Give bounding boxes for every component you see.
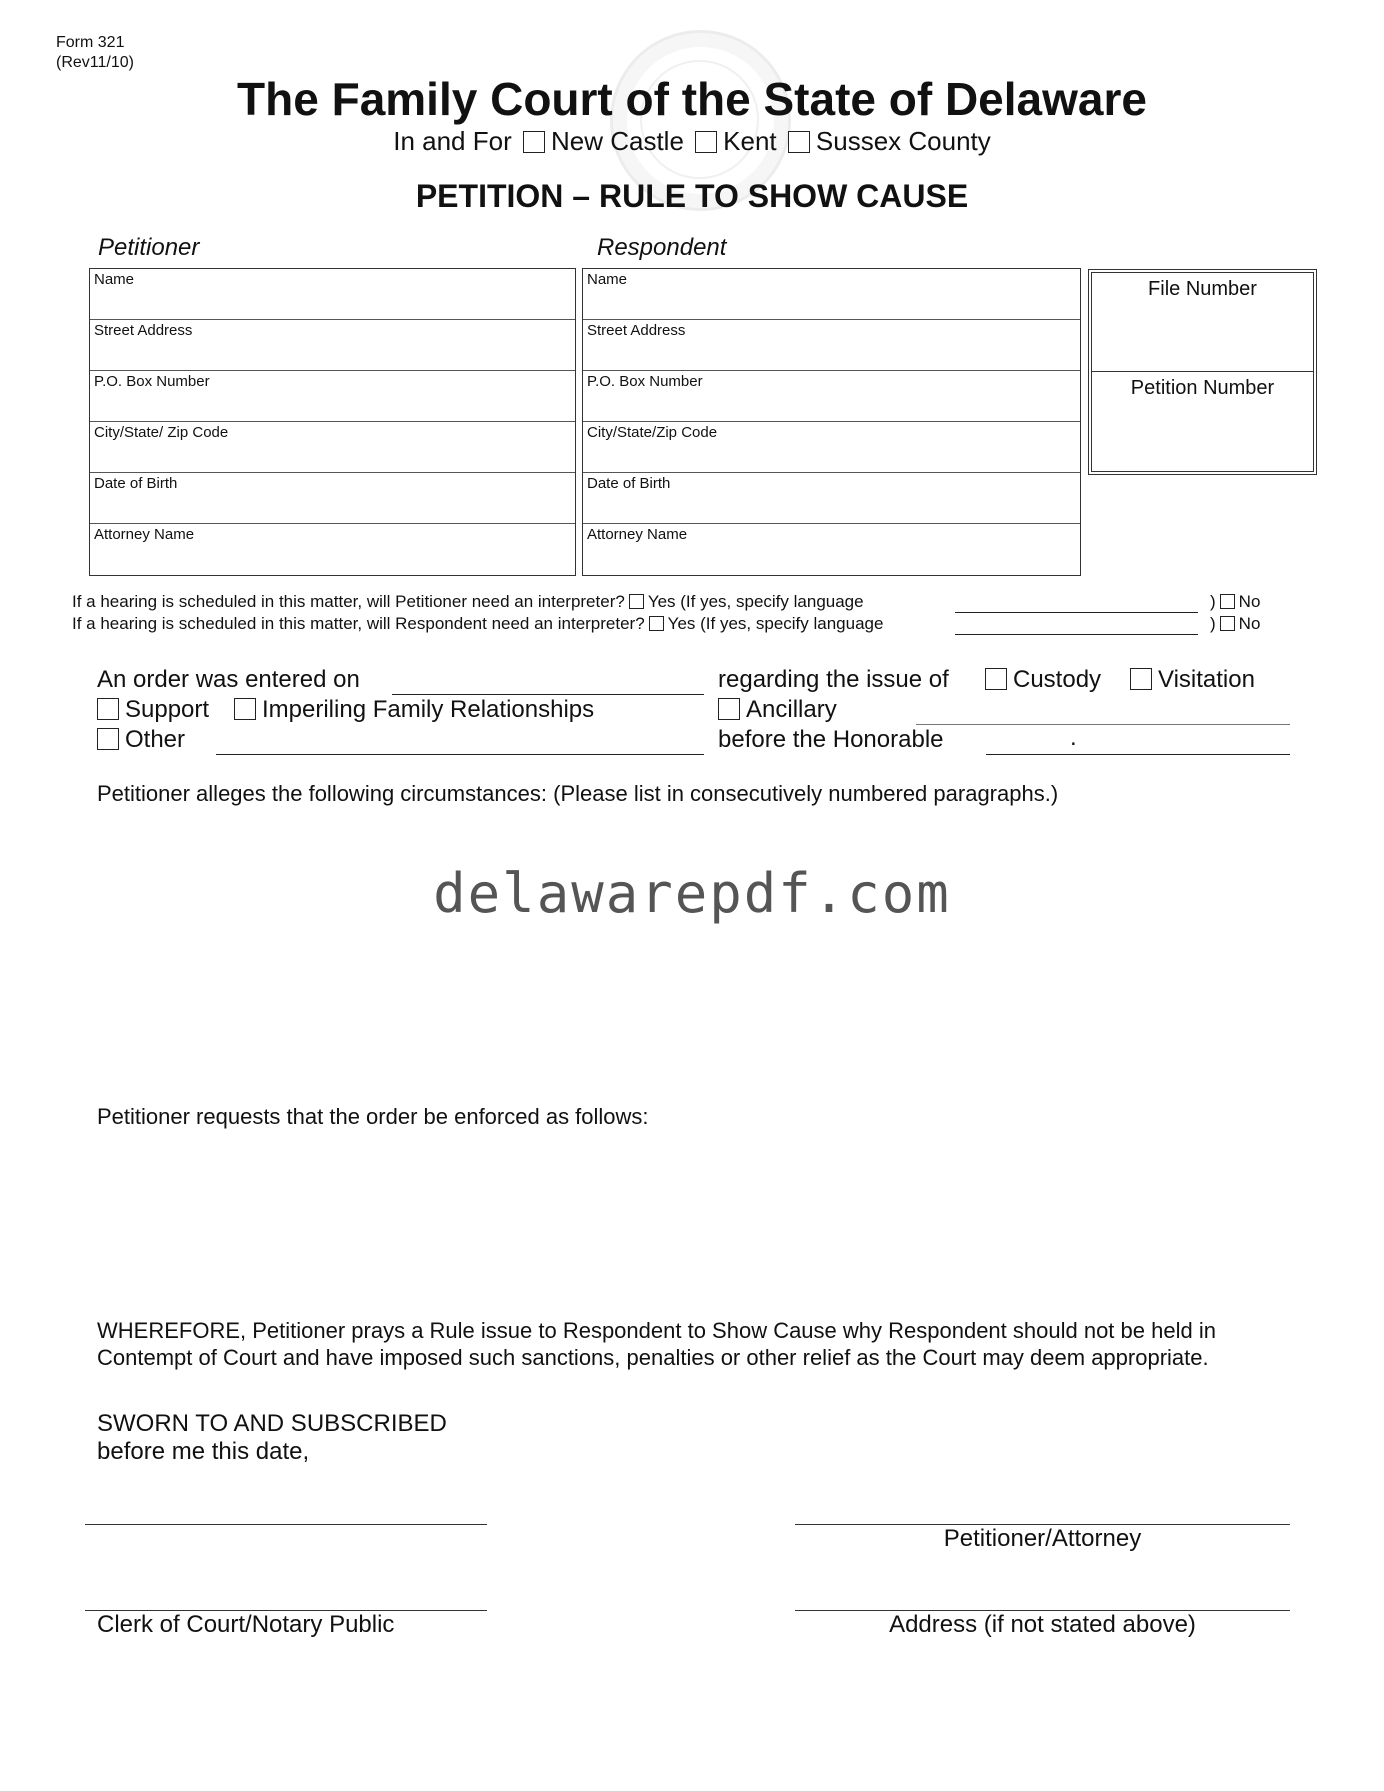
petitioner-attorney-label: Petitioner/Attorney xyxy=(943,1525,1142,1552)
petitioner-street-address-field[interactable] xyxy=(90,320,575,371)
field-label: Name xyxy=(94,271,135,288)
yes-label: Yes (If yes, specify language xyxy=(647,592,864,611)
support-label: Support xyxy=(125,696,210,723)
field-label: City/State/ Zip Code xyxy=(94,424,229,441)
petitioner-attorney-name-field[interactable] xyxy=(90,524,575,575)
court-title: The Family Court of the State of Delaware xyxy=(237,73,1147,125)
county-new-castle-label: New Castle xyxy=(550,126,684,156)
in-and-for-label: In and For xyxy=(393,126,512,156)
respondent-info-table xyxy=(582,268,1081,576)
order-date-input[interactable] xyxy=(392,666,704,695)
judge-name-input[interactable] xyxy=(986,726,1290,755)
case-number-box xyxy=(1088,269,1317,475)
county-kent-checkbox[interactable] xyxy=(695,131,717,153)
respondent-interpreter-question xyxy=(72,614,883,634)
order-entered-label: An order was entered on xyxy=(97,666,360,693)
allegations-instructions: Petitioner alleges the following circumstances: (Please list in consecutively numbered paragraphs.) xyxy=(97,781,1059,806)
imperiling-option xyxy=(230,696,594,724)
field-label: Name xyxy=(587,271,628,288)
respondent-city-state-zip-field[interactable] xyxy=(583,422,1080,473)
notary-date-signature-line[interactable] xyxy=(85,1500,487,1525)
ancillary-detail-input[interactable] xyxy=(916,700,1290,725)
address-label: Address (if not stated above) xyxy=(889,1611,1196,1638)
respondent-language-input[interactable] xyxy=(955,612,1198,635)
field-label: Attorney Name xyxy=(587,526,688,543)
question-text: If a hearing is scheduled in this matter, will Respondent need an interpreter? xyxy=(72,614,645,633)
form-revision: (Rev11/10) xyxy=(56,54,134,71)
respondent-interpreter-yes-checkbox[interactable] xyxy=(649,616,664,631)
custody-label: Custody xyxy=(1013,666,1102,693)
field-label: Date of Birth xyxy=(587,475,671,492)
petitioner-heading: Petitioner xyxy=(98,234,200,261)
field-label: Date of Birth xyxy=(94,475,178,492)
county-sussex-checkbox[interactable] xyxy=(788,131,810,153)
sworn-line-2: before me this date, xyxy=(97,1438,310,1465)
question-text: If a hearing is scheduled in this matter, will Petitioner need an interpreter? xyxy=(72,592,625,611)
visitation-label: Visitation xyxy=(1158,666,1255,693)
respondent-po-box-field[interactable] xyxy=(583,371,1080,422)
petitioner-city-state-zip-field[interactable] xyxy=(90,422,575,473)
respondent-name-field[interactable] xyxy=(583,269,1080,320)
form-identifier xyxy=(56,33,134,73)
support-checkbox[interactable] xyxy=(97,698,119,720)
imperiling-label: Imperiling Family Relationships xyxy=(262,696,595,723)
yes-label: Yes (If yes, specify language xyxy=(667,614,884,633)
petition-number-label: Petition Number xyxy=(1130,377,1275,399)
judge-line-period: . xyxy=(1070,724,1077,751)
county-new-castle-checkbox[interactable] xyxy=(523,131,545,153)
clerk-signature-line[interactable] xyxy=(85,1586,487,1611)
wherefore-paragraph xyxy=(97,1317,1297,1371)
county-sussex-label: Sussex County xyxy=(815,126,991,156)
respondent-interpreter-no xyxy=(1210,614,1260,634)
petitioner-date-of-birth-field[interactable] xyxy=(90,473,575,524)
no-label: No xyxy=(1238,614,1261,633)
petitioner-interpreter-question xyxy=(72,592,864,612)
petition-number-field[interactable] xyxy=(1092,372,1313,471)
county-kent-label: Kent xyxy=(723,126,777,156)
enforcement-request-label: Petitioner requests that the order be enforced as follows: xyxy=(97,1104,649,1129)
custody-checkbox[interactable] xyxy=(985,668,1007,690)
form-number: Form 321 xyxy=(56,34,125,51)
close-paren: ) xyxy=(1210,614,1216,633)
respondent-attorney-name-field[interactable] xyxy=(583,524,1080,575)
respondent-street-address-field[interactable] xyxy=(583,320,1080,371)
sworn-line-1: SWORN TO AND SUBSCRIBED xyxy=(97,1410,447,1437)
ancillary-label: Ancillary xyxy=(746,696,837,723)
file-number-label: File Number xyxy=(1148,278,1257,300)
other-issue-input[interactable] xyxy=(216,726,704,755)
petition-title: PETITION – RULE TO SHOW CAUSE xyxy=(415,178,969,214)
custody-option xyxy=(981,666,1101,694)
petitioner-interpreter-no-checkbox[interactable] xyxy=(1220,594,1235,609)
field-label: Street Address xyxy=(94,322,193,339)
before-honorable-label: before the Honorable xyxy=(718,726,944,753)
field-label: Attorney Name xyxy=(94,526,195,543)
petitioner-info-table xyxy=(89,268,576,576)
ancillary-checkbox[interactable] xyxy=(718,698,740,720)
petitioner-po-box-field[interactable] xyxy=(90,371,575,422)
respondent-interpreter-no-checkbox[interactable] xyxy=(1220,616,1235,631)
other-label: Other xyxy=(125,726,186,753)
file-number-field[interactable] xyxy=(1092,273,1313,372)
sworn-statement xyxy=(97,1410,1297,1466)
imperiling-checkbox[interactable] xyxy=(234,698,256,720)
wherefore-line-2: Contempt of Court and have imposed such sanctions, penalties or other relief as the Court may deem appropriate. xyxy=(97,1345,1209,1370)
field-label: P.O. Box Number xyxy=(587,373,703,390)
ancillary-option xyxy=(714,696,837,724)
field-label: P.O. Box Number xyxy=(94,373,210,390)
petitioner-name-field[interactable] xyxy=(90,269,575,320)
clerk-notary-label: Clerk of Court/Notary Public xyxy=(97,1611,395,1638)
wherefore-line-1: WHEREFORE, Petitioner prays a Rule issue to Respondent to Show Cause why Respondent should not be held in xyxy=(97,1318,1216,1343)
petitioner-signature-line[interactable] xyxy=(795,1500,1290,1525)
site-watermark: delawarepdf.com xyxy=(433,862,951,925)
petitioner-language-input[interactable] xyxy=(955,590,1198,613)
close-paren: ) xyxy=(1210,592,1216,611)
field-label: Street Address xyxy=(587,322,686,339)
support-option xyxy=(93,696,209,724)
respondent-heading: Respondent xyxy=(597,234,727,261)
respondent-date-of-birth-field[interactable] xyxy=(583,473,1080,524)
no-label: No xyxy=(1238,592,1261,611)
other-option xyxy=(93,726,185,754)
visitation-option xyxy=(1126,666,1255,694)
regarding-issue-label: regarding the issue of xyxy=(718,666,949,693)
petitioner-interpreter-no xyxy=(1210,592,1260,612)
other-checkbox[interactable] xyxy=(97,728,119,750)
county-selector xyxy=(0,126,1384,157)
address-signature-line[interactable] xyxy=(795,1586,1290,1611)
field-label: City/State/Zip Code xyxy=(587,424,718,441)
petitioner-interpreter-yes-checkbox[interactable] xyxy=(629,594,644,609)
visitation-checkbox[interactable] xyxy=(1130,668,1152,690)
